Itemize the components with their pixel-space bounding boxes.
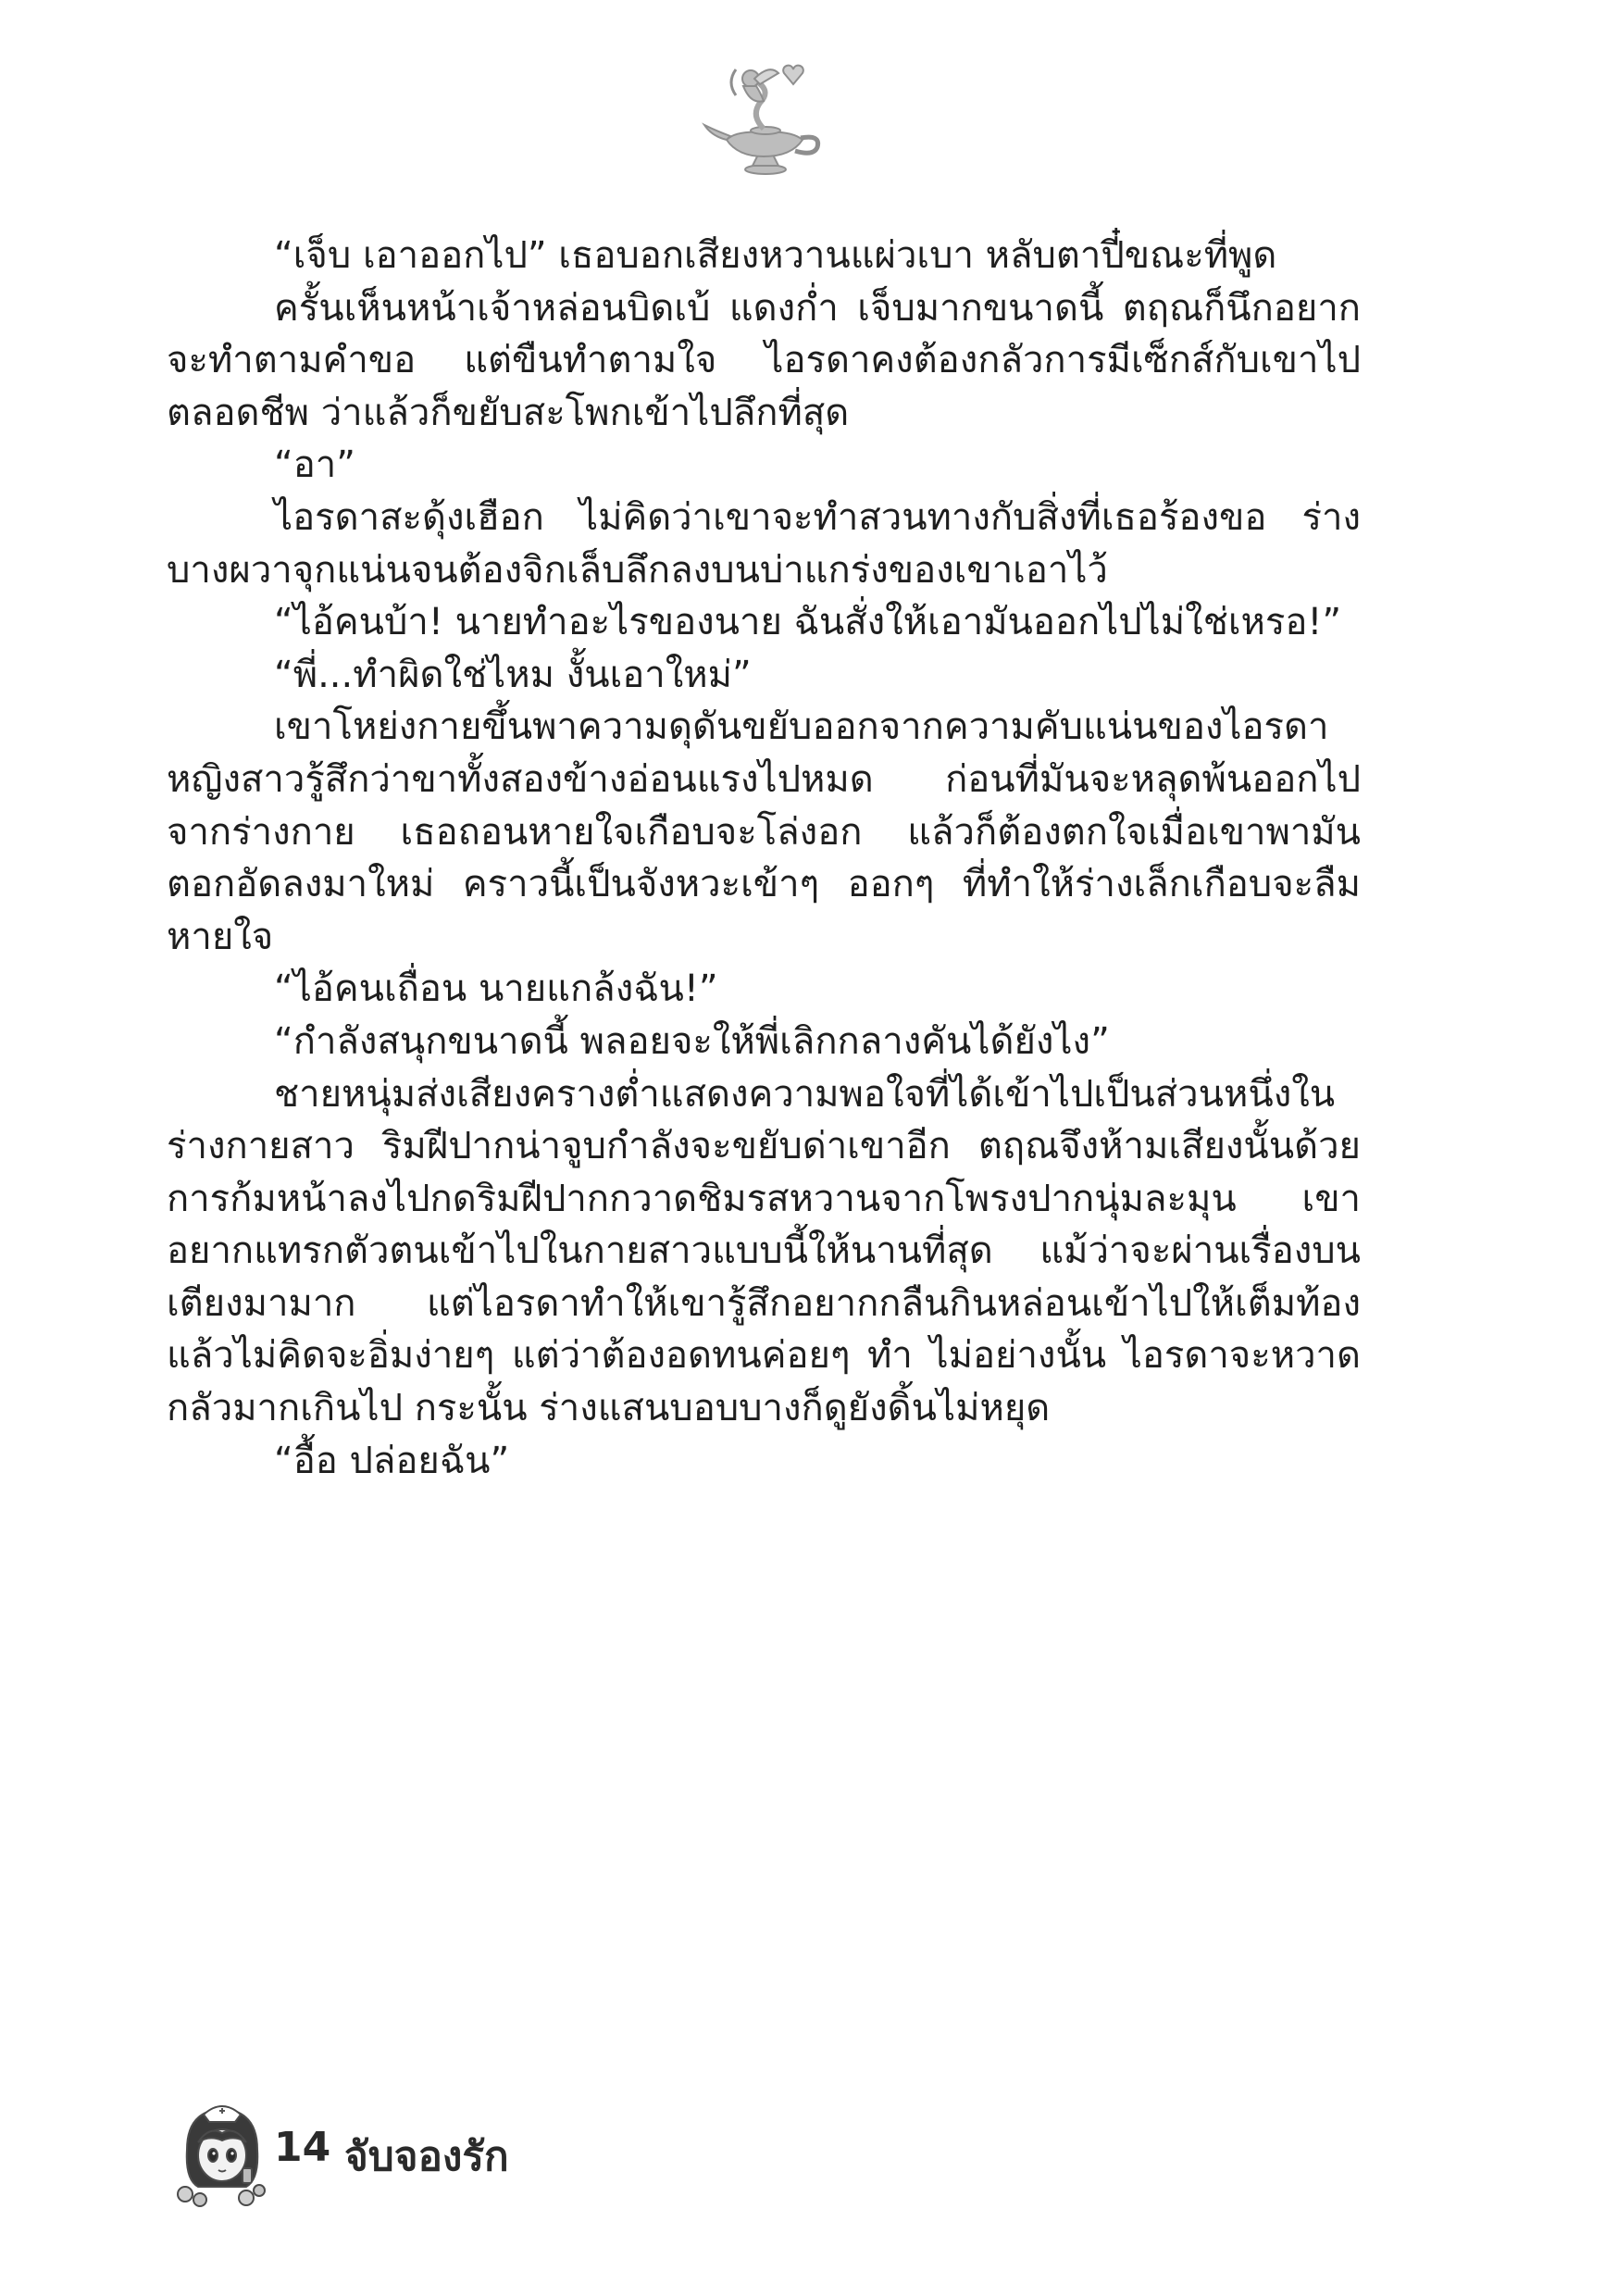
book-title: จับจองรัก: [344, 2133, 509, 2180]
paragraph: ชายหนุ่มส่งเสียงครางต่ำแสดงความพอใจที่ได้เข้าไปเป็นส่วนหนึ่งในร่างกายสาว ริมฝีปากน่าจูบกำลังจะขยับด่าเขาอีก ตฤณจึงห้ามเสียงนั้นด้วยการก้มหน้าลงไปกดริมฝีปากกวาดชิมรสหวานจากโพรงปากนุ่มละมุน เขาอยากแทรกตัวตนเข้าไปในกายสาวแบบนี้ให้นานที่สุด แม้ว่าจะผ่านเรื่องบนเตียงมามาก แต่ไอรดาทำให้เขารู้สึกอยากกลืนกินหล่อนเข้าไปให้เต็มท้องแล้วไม่คิดจะอิ่มง่ายๆ แต่ว่าต้องอดทนค่อยๆ ทำ ไม่อย่างนั้น ไอรดาจะหวาดกลัวมากเกินไป กระนั้น ร่างแสนบอบบางก็ดูยังดิ้นไม่หยุด: [167, 1072, 1361, 1430]
paragraph: “ไอ้คนบ้า! นายทำอะไรของนาย ฉันสั่งให้เอามันออกไปไม่ใช่เหรอ!”: [274, 601, 1342, 644]
paragraph: ไอรดาสะดุ้งเฮือก ไม่คิดว่าเขาจะทำสวนทางกับสิ่งที่เธอร้องขอ ร่างบางผวาจุกแน่นจนต้องจิกเล็บลึกลงบนบ่าแกร่งของเขาเอาไว้: [167, 495, 1361, 592]
paragraph: “ไอ้คนเถื่อน นายแกล้งฉัน!”: [274, 967, 718, 1011]
cupid-lamp-ornament-icon: [699, 51, 828, 181]
paragraph: “อา”: [274, 443, 355, 487]
paragraph: “กำลังสนุกขนาดนี้ พลอยจะให้พี่เลิกกลางคันได้ยังไง”: [274, 1019, 1110, 1063]
paragraph: “พี่...ทำผิดใช่ไหม งั้นเอาใหม่”: [274, 653, 752, 696]
page-number: 14: [274, 2124, 331, 2171]
paragraph: เขาโหย่งกายขึ้นพาความดุดันขยับออกจากความคับแน่นของไอรดา หญิงสาวรู้สึกว่าขาทั้งสองข้างอ่อนแรงไปหมด ก่อนที่มันจะหลุดพ้นออกไปจากร่างกาย เธอถอนหายใจเกือบจะโล่งอก แล้วก็ต้องตกใจเมื่อเขาพามันตอกอัดลงมาใหม่ คราวนี้เป็นจังหวะเข้าๆ ออกๆ ที่ทำให้ร่างเล็กเกือบจะลืมหายใจ: [167, 705, 1361, 958]
page-footer: [167, 2090, 815, 2211]
nurse-girl-mascot-icon: [167, 2090, 278, 2211]
body-text: [167, 230, 1361, 1487]
paragraph: “เจ็บ เอาออกไป” เธอบอกเสียงหวานแผ่วเบา หลับตาปี๋ขณะที่พูด: [274, 234, 1277, 277]
paragraph: ครั้นเห็นหน้าเจ้าหล่อนบิดเบ้ แดงก่ำ เจ็บมากขนาดนี้ ตฤณก็นึกอยากจะทำตามคำขอ แต่ขืนทำตามใจ ไอรดาคงต้องกลัวการมีเซ็กส์กับเขาไปตลอดชีพ ว่าแล้วก็ขยับสะโพกเข้าไปลึกที่สุด: [167, 286, 1361, 434]
paragraph: “อื้อ ปล่อยฉัน”: [274, 1439, 510, 1482]
